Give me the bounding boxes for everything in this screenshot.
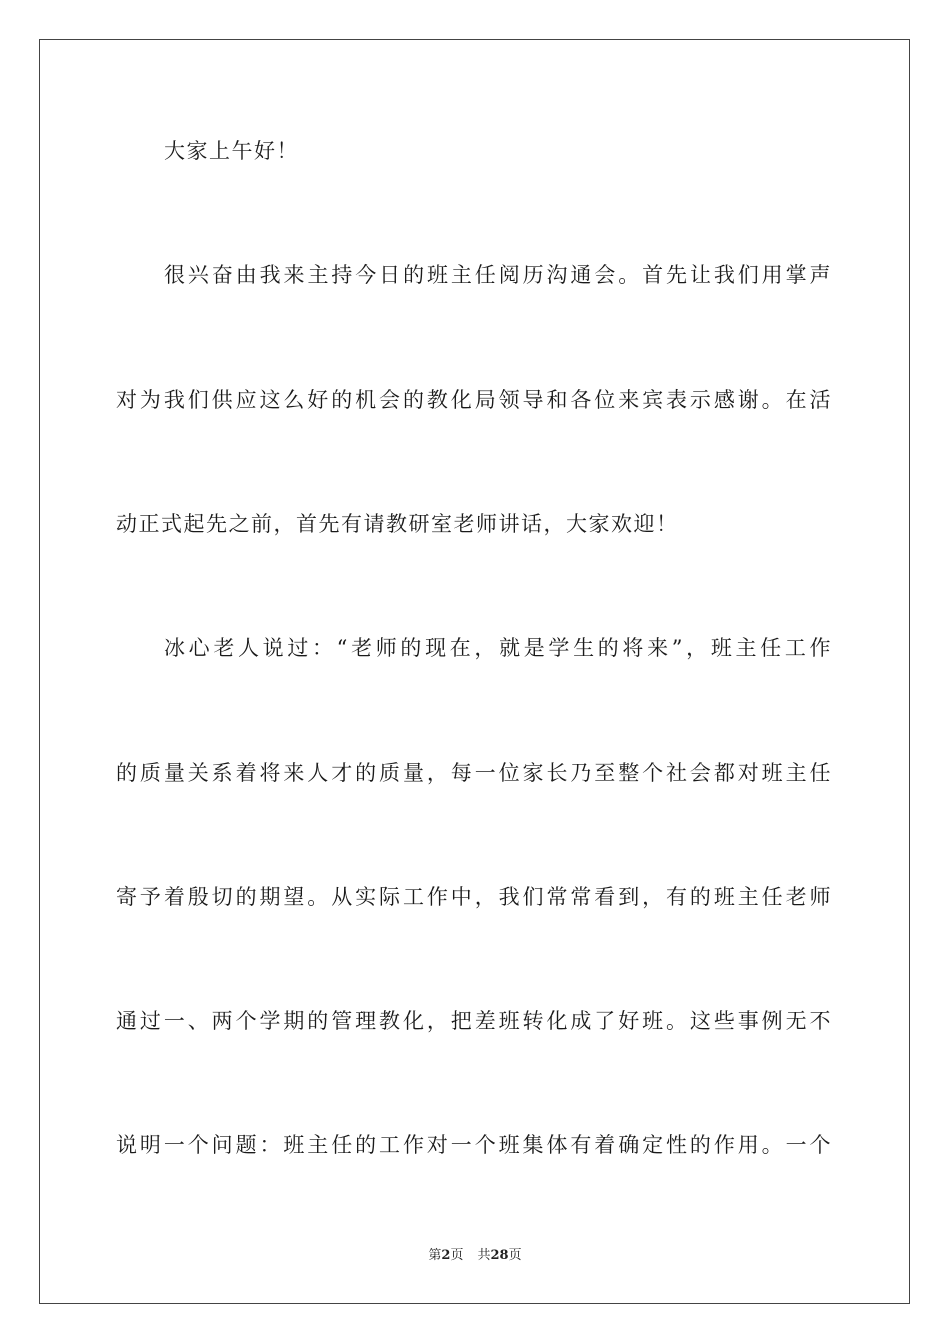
- paragraph-2-line-5: 说明一个问题：班主任的工作对一个班集体有着确定性的作用。一个: [116, 1133, 832, 1157]
- paragraph-1-line-1: 很兴奋由我来主持今日的班主任阅历沟通会。首先让我们用掌声: [164, 263, 832, 287]
- paragraph-2-line-4: 通过一、两个学期的管理教化，把差班转化成了好班。这些事例无不: [116, 1009, 832, 1033]
- page-prefix: 第: [428, 1248, 442, 1263]
- greeting-line: 大家上午好！: [164, 139, 299, 163]
- page-number: 2: [441, 1248, 451, 1263]
- page-border: [39, 39, 910, 1304]
- paragraph-2-line-2: 的质量关系着将来人才的质量，每一位家长乃至整个社会都对班主任: [116, 761, 832, 785]
- paragraph-2-line-3: 寄予着殷切的期望。从实际工作中，我们常常看到，有的班主任老师: [116, 885, 832, 909]
- page-suffix: 页: [450, 1248, 464, 1263]
- paragraph-1-line-3: 动正式起先之前，首先有请教研室老师讲话，大家欢迎！: [116, 512, 679, 536]
- page-footer: [0, 1247, 950, 1265]
- paragraph-1-line-2: 对为我们供应这么好的机会的教化局领导和各位来宾表示感谢。在活: [116, 388, 832, 412]
- total-prefix: 共: [477, 1248, 491, 1263]
- paragraph-2-line-1: 冰心老人说过：“老师的现在，就是学生的将来”，班主任工作: [164, 636, 832, 660]
- total-suffix: 页: [508, 1248, 522, 1263]
- total-pages: 28: [490, 1248, 509, 1263]
